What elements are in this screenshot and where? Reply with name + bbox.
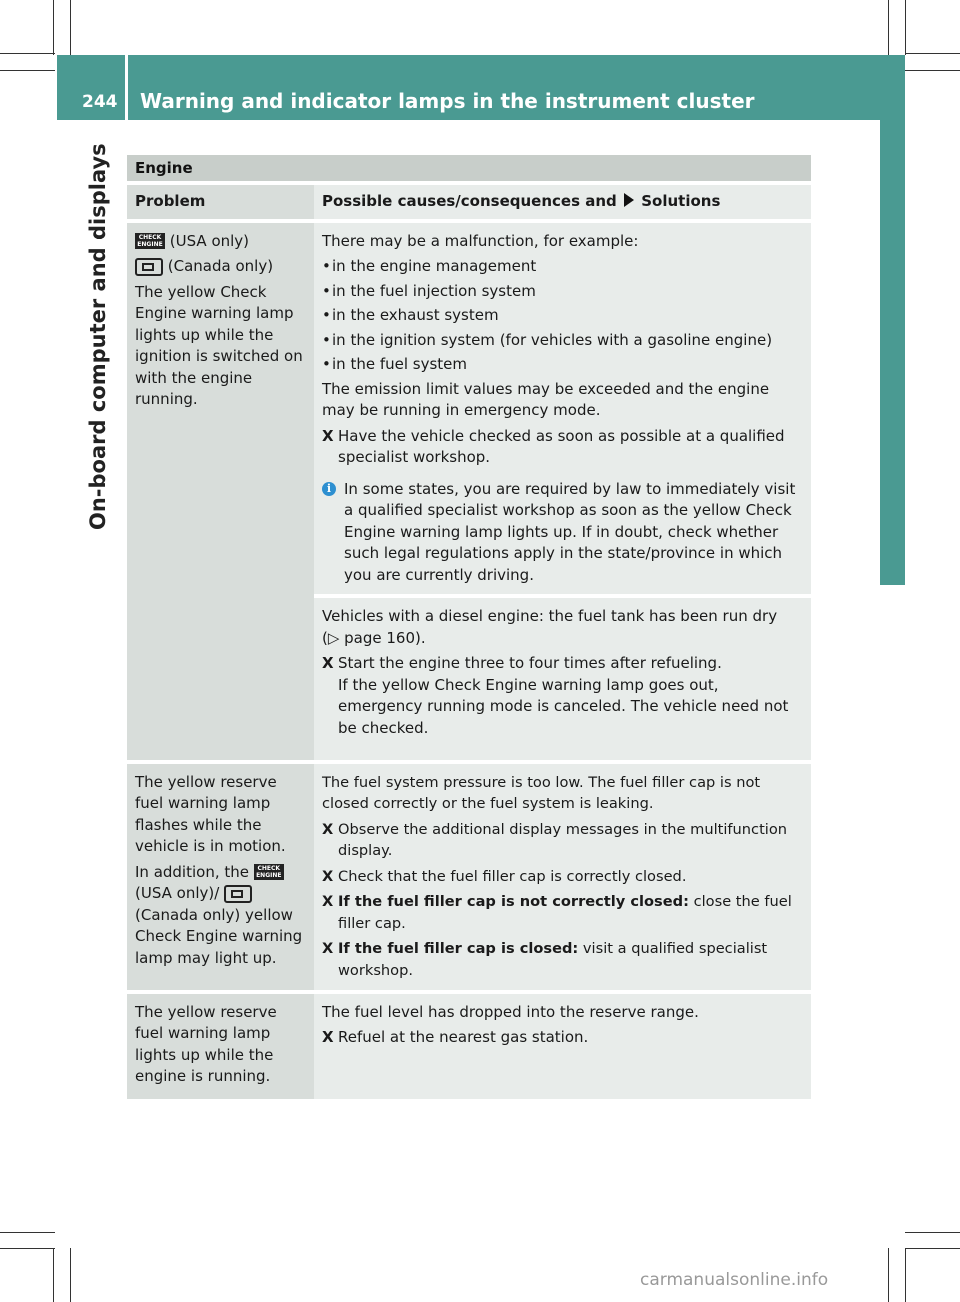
crop-mark [0, 70, 55, 71]
chapter-label [86, 143, 116, 530]
page-number: 244 [82, 92, 118, 112]
crop-mark [905, 1232, 960, 1233]
list-item: • in the engine management [322, 257, 537, 275]
chapter-label-text: On-board computer and displays [86, 143, 110, 530]
page-title: Warning and indicator lamps in the instrument cluster [140, 89, 755, 113]
solution-cell [314, 223, 811, 760]
check-engine-icon: CHECK ENGINE [135, 233, 165, 249]
problem-cell [127, 994, 314, 1099]
list-item: • in the fuel injection system [322, 281, 536, 300]
engine-table [127, 155, 811, 1099]
solution-cell [314, 764, 811, 990]
table-row [127, 994, 811, 1099]
header-divider [125, 55, 128, 120]
table-row [127, 764, 811, 990]
info-note: i In some states, you are required by law to immediately visit a qualified specialist workshop as soon as the yellow Check Engine warning lamp lights up. If in doubt, check whether such legal regulations apply in the state/province in which you are currently driving. [322, 479, 803, 587]
crop-mark [905, 1248, 960, 1249]
check-engine-icon: CHECK ENGINE [254, 864, 284, 880]
action-step: X If the fuel filler cap is closed: visit a qualified specialist workshop. [322, 940, 768, 979]
problem-text: In addition, the CHECK ENGINE (USA only)/ (Canada only) yellow Check Engine warning lamp may light up. [135, 862, 303, 967]
action-step: X If the fuel filler cap is not correctly closed: close the fuel filler cap. [322, 893, 792, 932]
crop-mark [0, 1232, 55, 1233]
crop-mark [53, 1248, 54, 1302]
crop-mark [0, 1248, 55, 1249]
action-step: X Check that the fuel filler cap is correctly closed. [322, 867, 687, 885]
usa-label: (USA only) [169, 231, 250, 250]
chapter-tab [880, 120, 905, 585]
table-row [127, 223, 811, 760]
table-header-row [127, 185, 811, 219]
canada-label: (Canada only) [167, 257, 274, 275]
crop-mark [70, 0, 71, 55]
canada-indicator [135, 256, 306, 278]
action-step: X Refuel at the nearest gas station. [322, 1028, 589, 1046]
crop-mark [905, 53, 960, 54]
crop-mark [888, 0, 889, 55]
col-header-problem: Problem [127, 185, 314, 219]
col-header-solutions-prefix: Possible causes/consequences and [322, 192, 617, 210]
col-header-solutions [314, 185, 811, 219]
list-item: • in the ignition system (for vehicles with a gasoline engine) [322, 330, 773, 349]
problem-cell [127, 764, 314, 990]
crop-mark [905, 70, 960, 71]
list-item: • in the fuel system [322, 355, 468, 373]
crop-mark [70, 1248, 71, 1302]
crop-mark [888, 1248, 889, 1302]
divider [314, 594, 811, 598]
arrow-right-icon [624, 193, 634, 207]
emission-note: The emission limit values may be exceeded and the engine may be running in emergency mode. [322, 379, 770, 419]
diesel-cause: Vehicles with a diesel engine: the fuel tank has been run dry [322, 607, 778, 625]
solution-cell [314, 994, 811, 1099]
footer-watermark: carmanualsonline.info [640, 1270, 829, 1290]
page-reference: (▷ page 160). [322, 628, 426, 647]
problem-text: The yellow reserve fuel warning lamp lights up while the engine is running. [135, 1002, 277, 1085]
usa-indicator [135, 231, 306, 253]
cause-intro: There may be a malfunction, for example: [322, 231, 639, 250]
crop-mark [0, 53, 55, 54]
action-step: X Start the engine three to four times after refueling. If the yellow Check Engine warning lamp goes out, emergency running mode is canceled. The vehicle need not be checked. [322, 654, 789, 737]
crop-mark [905, 0, 906, 55]
cause-intro: The fuel system pressure is too low. The fuel filler cap is not closed correctly or the fuel system is leaking. [322, 773, 761, 812]
problem-text: The yellow Check Engine warning lamp lights up while the ignition is switched on with the engine running. [135, 282, 303, 408]
action-step: X Observe the additional display messages in the multifunction display. [322, 820, 788, 859]
crop-mark [53, 0, 54, 55]
problem-cell [127, 223, 314, 760]
section-title: Engine [127, 155, 811, 181]
cause-intro: The fuel level has dropped into the reserve range. [322, 1002, 699, 1021]
engine-icon [224, 885, 252, 903]
list-item: • in the exhaust system [322, 306, 499, 324]
problem-text: The yellow reserve fuel warning lamp flashes while the vehicle is in motion. [135, 772, 286, 855]
action-step: X Have the vehicle checked as soon as possible at a qualified specialist workshop. [322, 426, 785, 466]
engine-icon [135, 258, 163, 276]
info-icon: i [322, 482, 336, 496]
col-header-solutions-suffix: Solutions [641, 192, 721, 210]
crop-mark [905, 1248, 906, 1302]
